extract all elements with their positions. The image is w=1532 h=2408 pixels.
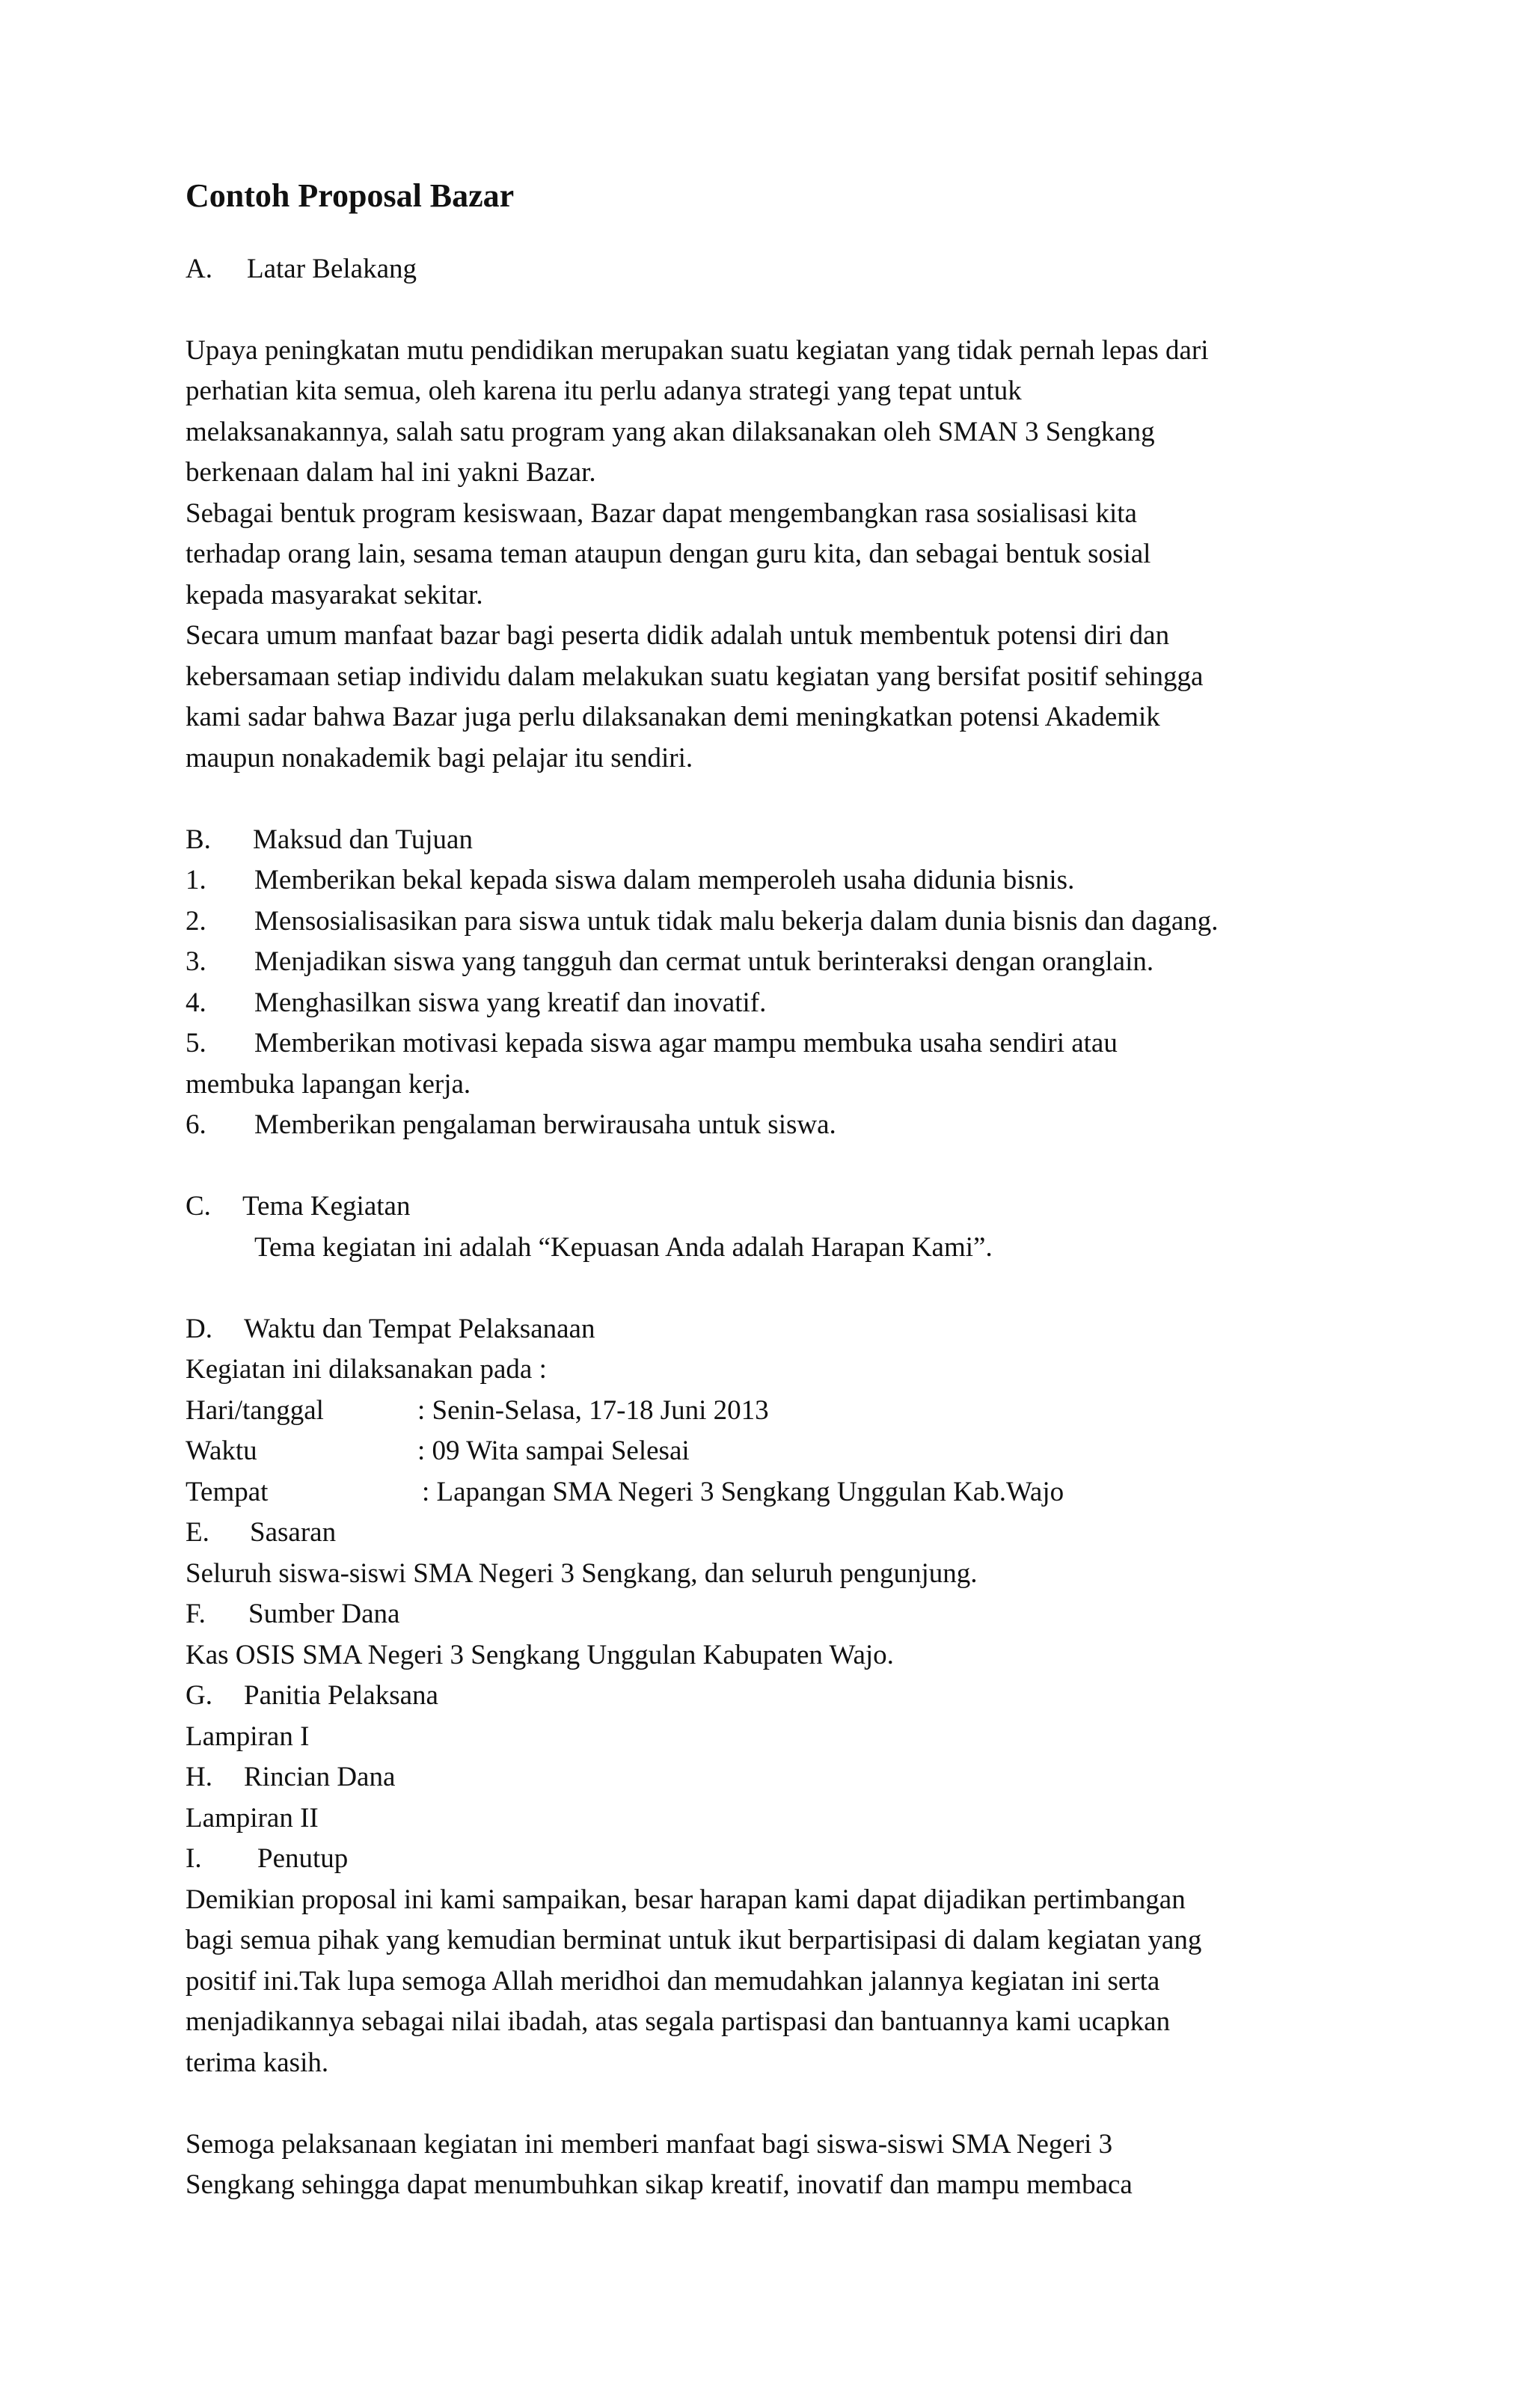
text-line: Sebagai bentuk program kesiswaan, Bazar dapat mengembangkan rasa sosialisasi kita <box>186 497 1137 529</box>
list-item <box>186 860 1382 901</box>
section-d-intro: Kegiatan ini dilaksanakan pada : <box>186 1354 547 1385</box>
text-line: menjadikannya sebagai nilai ibadah, atas segala partispasi dan bantuannya kami ucapkan <box>186 2006 1171 2038</box>
text-line: perhatian kita semua, oleh karena itu perlu adanya strategi yang tepat untuk <box>186 376 1022 407</box>
section-g-heading <box>186 1676 1382 1717</box>
section-g-title: Panitia Pelaksana <box>244 1680 438 1712</box>
schedule-value: : Lapangan SMA Negeri 3 Sengkang Unggulan Kab.Wajo <box>422 1476 1064 1507</box>
text-line: kepada masyarakat sekitar. <box>186 579 483 610</box>
section-g-text: Lampiran I <box>186 1721 310 1752</box>
text-line: terhadap orang lain, sesama teman ataupun dengan guru kita, dan sebagai bentuk sosial <box>186 539 1151 570</box>
schedule-label: Tempat <box>186 1476 269 1507</box>
section-e-marker: E. <box>186 1517 209 1548</box>
document-page <box>186 177 1382 2206</box>
list-item <box>186 1023 1382 1064</box>
section-a-heading <box>186 249 1382 290</box>
section-c-title: Tema Kegiatan <box>242 1191 411 1222</box>
section-d-heading <box>186 1309 1382 1350</box>
list-text: Menjadikan siswa yang tangguh dan cermat untuk berinteraksi dengan oranglain. <box>254 946 1154 978</box>
list-item <box>186 901 1382 943</box>
section-a-paragraph-1 <box>186 331 1382 494</box>
list-text: Memberikan bekal kepada siswa dalam memperoleh usaha didunia bisnis. <box>254 865 1075 896</box>
text-line: Upaya peningkatan mutu pendidikan merupakan suatu kegiatan yang tidak pernah lepas dari <box>186 334 1209 366</box>
section-a-marker: A. <box>186 253 212 284</box>
list-number: 5. <box>186 1028 206 1059</box>
list-item <box>186 983 1382 1024</box>
section-i-marker: I. <box>186 1843 202 1875</box>
text-line: maupun nonakademik bagi pelajar itu sendiri. <box>186 742 693 773</box>
list-number: 2. <box>186 905 206 937</box>
section-b-heading <box>186 820 1382 861</box>
text-line: kebersamaan setiap individu dalam melakukan suatu kegiatan yang bersifat positif sehingga <box>186 661 1204 692</box>
text-line: Sengkang sehingga dapat menumbuhkan sikap kreatif, inovatif dan mampu membaca <box>186 2169 1133 2201</box>
section-c-marker: C. <box>186 1191 211 1222</box>
section-b-title: Maksud dan Tujuan <box>253 824 473 855</box>
spacer <box>186 2083 1382 2124</box>
section-f-text: Kas OSIS SMA Negeri 3 Sengkang Unggulan Kabupaten Wajo. <box>186 1639 894 1670</box>
section-f-title: Sumber Dana <box>248 1599 400 1630</box>
schedule-row <box>186 1391 1382 1432</box>
spacer <box>186 1146 1382 1187</box>
text-line: berkenaan dalam hal ini yakni Bazar. <box>186 457 596 488</box>
list-item <box>186 942 1382 983</box>
section-h-marker: H. <box>186 1762 212 1793</box>
section-c-heading <box>186 1186 1382 1228</box>
text-line: Demikian proposal ini kami sampaikan, besar harapan kami dapat dijadikan pertimbangan <box>186 1884 1186 1915</box>
schedule-value: : Senin-Selasa, 17-18 Juni 2013 <box>417 1394 769 1426</box>
section-i-title: Penutup <box>257 1843 349 1875</box>
list-number: 4. <box>186 987 206 1018</box>
list-number: 6. <box>186 1109 206 1141</box>
section-e-text: Seluruh siswa-siswi SMA Negeri 3 Sengkang, dan seluruh pengunjung. <box>186 1557 978 1589</box>
list-number: 3. <box>186 946 206 978</box>
schedule-label: Waktu <box>186 1436 257 1467</box>
text-line: Semoga pelaksanaan kegiatan ini memberi manfaat bagi siswa-siswi SMA Negeri 3 <box>186 2128 1113 2160</box>
spacer <box>186 1268 1382 1309</box>
section-i-paragraph-1 <box>186 1880 1382 2084</box>
section-a-title: Latar Belakang <box>247 253 417 284</box>
section-e-heading <box>186 1513 1382 1554</box>
list-item <box>186 1105 1382 1146</box>
section-h-text: Lampiran II <box>186 1802 319 1833</box>
section-i-heading <box>186 1839 1382 1880</box>
text-line: melaksanakannya, salah satu program yang akan dilaksanakan oleh SMAN 3 Sengkang <box>186 416 1155 447</box>
section-d-title: Waktu dan Tempat Pelaksanaan <box>244 1313 595 1344</box>
list-item-continuation: membuka lapangan kerja. <box>186 1068 471 1100</box>
list-text: Mensosialisasikan para siswa untuk tidak malu bekerja dalam dunia bisnis dan dagang. <box>254 905 1219 937</box>
text-line: Secara umum manfaat bazar bagi peserta didik adalah untuk membentuk potensi diri dan <box>186 620 1170 652</box>
list-text: Memberikan motivasi kepada siswa agar mampu membuka usaha sendiri atau <box>254 1028 1118 1059</box>
spacer <box>186 779 1382 820</box>
list-text: Memberikan pengalaman berwirausaha untuk siswa. <box>254 1109 836 1141</box>
spacer <box>186 289 1382 331</box>
text-line: kami sadar bahwa Bazar juga perlu dilaksanakan demi meningkatkan potensi Akademik <box>186 702 1160 733</box>
section-g-marker: G. <box>186 1680 212 1712</box>
section-b-marker: B. <box>186 824 211 855</box>
schedule-label: Hari/tanggal <box>186 1394 324 1426</box>
section-e-title: Sasaran <box>250 1517 337 1548</box>
section-f-marker: F. <box>186 1599 206 1630</box>
list-number: 1. <box>186 865 206 896</box>
section-h-title: Rincian Dana <box>244 1762 396 1793</box>
text-line: terima kasih. <box>186 2047 329 2078</box>
schedule-row <box>186 1431 1382 1472</box>
list-text: Menghasilkan siswa yang kreatif dan inovatif. <box>254 987 767 1018</box>
text-line: positif ini.Tak lupa semoga Allah meridhoi dan memudahkan jalannya kegiatan ini serta <box>186 1965 1160 1997</box>
section-h-heading <box>186 1757 1382 1798</box>
section-f-heading <box>186 1594 1382 1635</box>
schedule-value: : 09 Wita sampai Selesai <box>417 1436 690 1467</box>
schedule-row <box>186 1472 1382 1513</box>
section-a-paragraph-3 <box>186 616 1382 779</box>
section-c-text: Tema kegiatan ini adalah “Kepuasan Anda adalah Harapan Kami”. <box>254 1231 993 1263</box>
document-title: Contoh Proposal Bazar <box>186 177 515 214</box>
text-line: bagi semua pihak yang kemudian berminat untuk ikut berpartisipasi di dalam kegiatan yang <box>186 1925 1202 1956</box>
section-d-marker: D. <box>186 1313 212 1344</box>
section-a-paragraph-2 <box>186 494 1382 616</box>
section-i-paragraph-2 <box>186 2124 1382 2206</box>
